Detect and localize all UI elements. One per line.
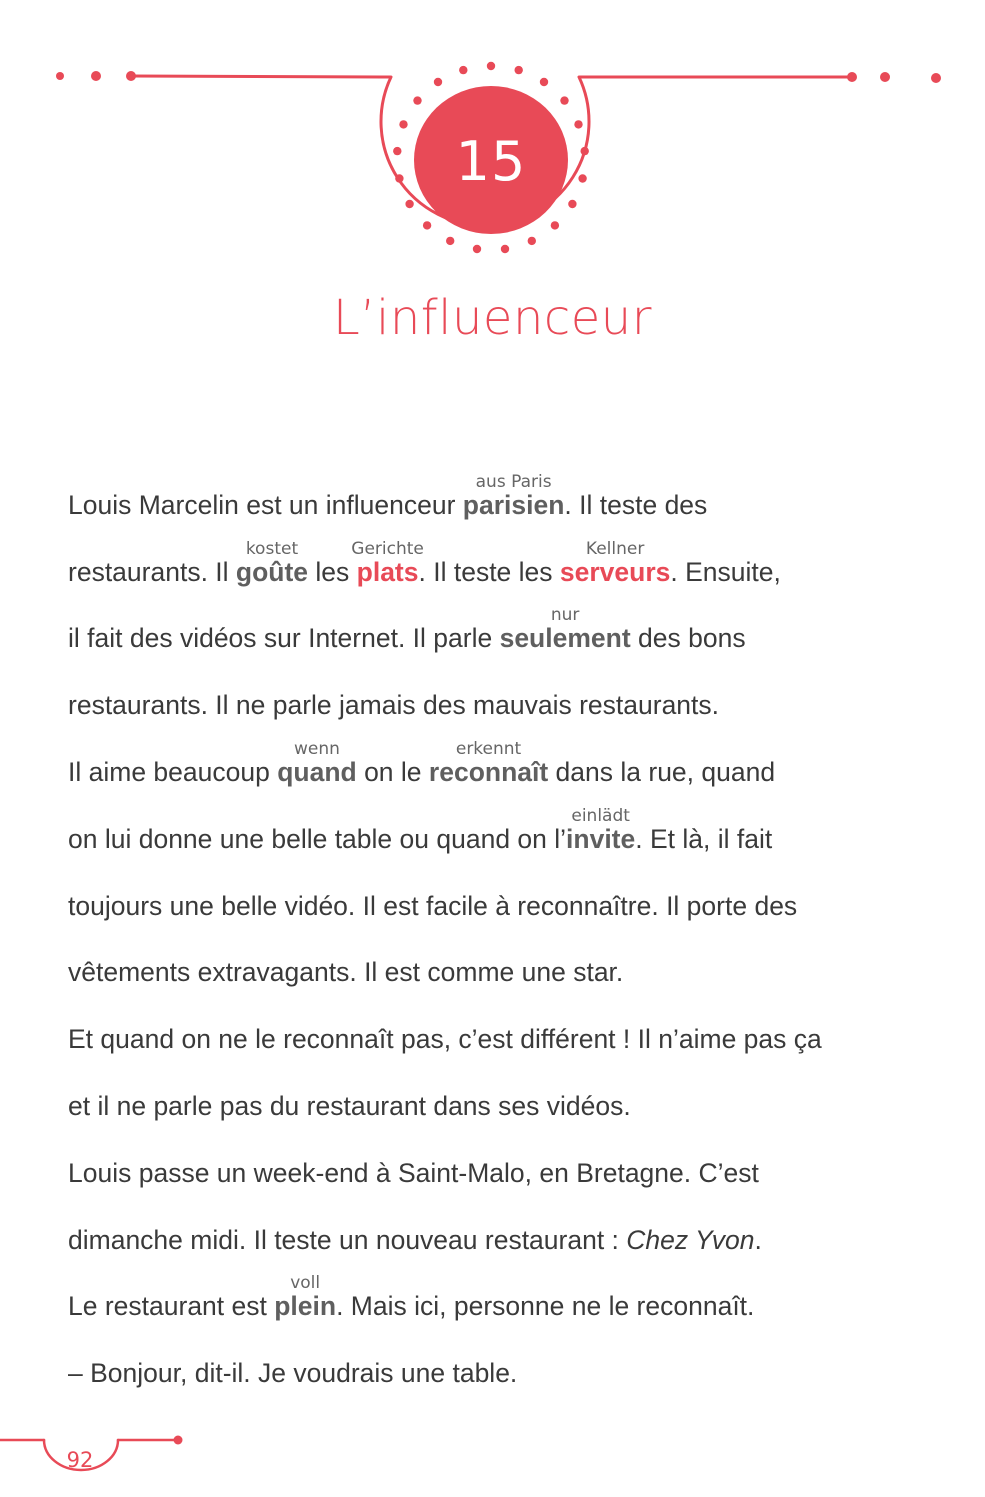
glossed-word-text: plats [356,556,419,587]
glossed-word [235,538,309,601]
text-segment: – Bonjour, dit-il. Je voudrais une table. [68,1358,518,1389]
chapter-title: L’influenceur [333,290,652,346]
text-segment: Louis passe un week-end à Saint-Malo, en Bretagne. C’est [68,1157,759,1188]
italic-text: Chez Yvon [626,1224,755,1255]
glossed-word-text: seulement [499,623,631,654]
glossed-word-text: invite [566,823,636,854]
text-segment: il fait des vidéos sur Internet. Il parle [68,623,500,654]
text-segment: dimanche midi. Il teste un nouveau restaurant : [68,1224,627,1255]
gloss-translation: einlädt [571,805,630,826]
text-line [68,1202,948,1269]
text-line [68,1135,948,1202]
text-segment: . [754,1224,762,1255]
text-line [68,534,948,601]
glossed-word [559,538,671,601]
gloss-translation: voll [290,1273,321,1294]
text-line [68,801,948,868]
gloss-translation: Kellner [585,538,645,559]
glossed-word-text: parisien [462,489,565,520]
text-segment: . Il teste les [418,556,560,587]
page-number: 92 [66,1448,94,1472]
text-segment: toujours une belle vidéo. Il est facile à reconnaître. Il porte des [68,890,798,921]
gloss-translation: aus Paris [475,471,552,492]
glossed-word [351,538,424,601]
gloss-translation: kostet [245,538,299,559]
glossed-word-text: plein [274,1291,337,1322]
gloss-translation: nur [550,605,580,626]
text-segment: on lui donne une belle table ou quand on l’ [68,823,567,854]
text-line [68,935,948,1002]
text-line [68,601,948,668]
text-segment: . Il teste des [564,489,708,520]
gloss-translation: Gerichte [351,538,424,559]
glossed-word-text: reconnaît [428,756,549,787]
gloss-translation: wenn [293,738,340,759]
gloss-translation: erkennt [455,738,522,759]
text-segment: Le restaurant est [68,1291,275,1322]
glossed-word [566,805,636,868]
text-segment: restaurants. Il [68,556,236,587]
text-line [68,1335,948,1402]
glossed-word [274,1273,337,1335]
text-line [68,734,948,801]
text-segment: Louis Marcelin est un influenceur [68,489,463,520]
text-segment: Et quand on ne le reconnaît pas, c’est différent ! Il n’aime pas ça [68,1024,822,1055]
text-segment: dans la rue, quand [548,756,776,787]
text-line [68,868,948,935]
text-line [68,1068,948,1135]
glossed-word [277,738,357,801]
text-segment: . Mais ici, personne ne le reconnaît. [336,1291,755,1322]
glossed-word-text: goûte [235,556,309,587]
text-segment: des bons [630,623,746,654]
text-segment: restaurants. Il ne parle jamais des mauvais restaurants. [68,690,720,721]
chapter-number: 15 [455,130,527,193]
text-segment: vêtements extravagants. Il est comme une star. [68,957,624,988]
text-segment: les [308,556,357,587]
text-segment: . Et là, il fait [635,823,773,854]
text-line [68,467,948,534]
text-segment: . Ensuite, [670,556,781,587]
glossed-word [499,605,631,667]
text-line [68,667,948,734]
glossed-word [428,738,549,801]
glossed-word-text: quand [277,756,357,787]
text-line [68,1001,948,1068]
text-segment: Il aime beaucoup [68,756,278,787]
story-text [68,467,948,1402]
text-segment: et il ne parle pas du restaurant dans ses vidéos. [68,1090,631,1121]
text-segment: on le [356,756,429,787]
glossed-word-text: serveurs [559,556,671,587]
glossed-word [462,471,565,534]
text-line [68,1269,948,1336]
